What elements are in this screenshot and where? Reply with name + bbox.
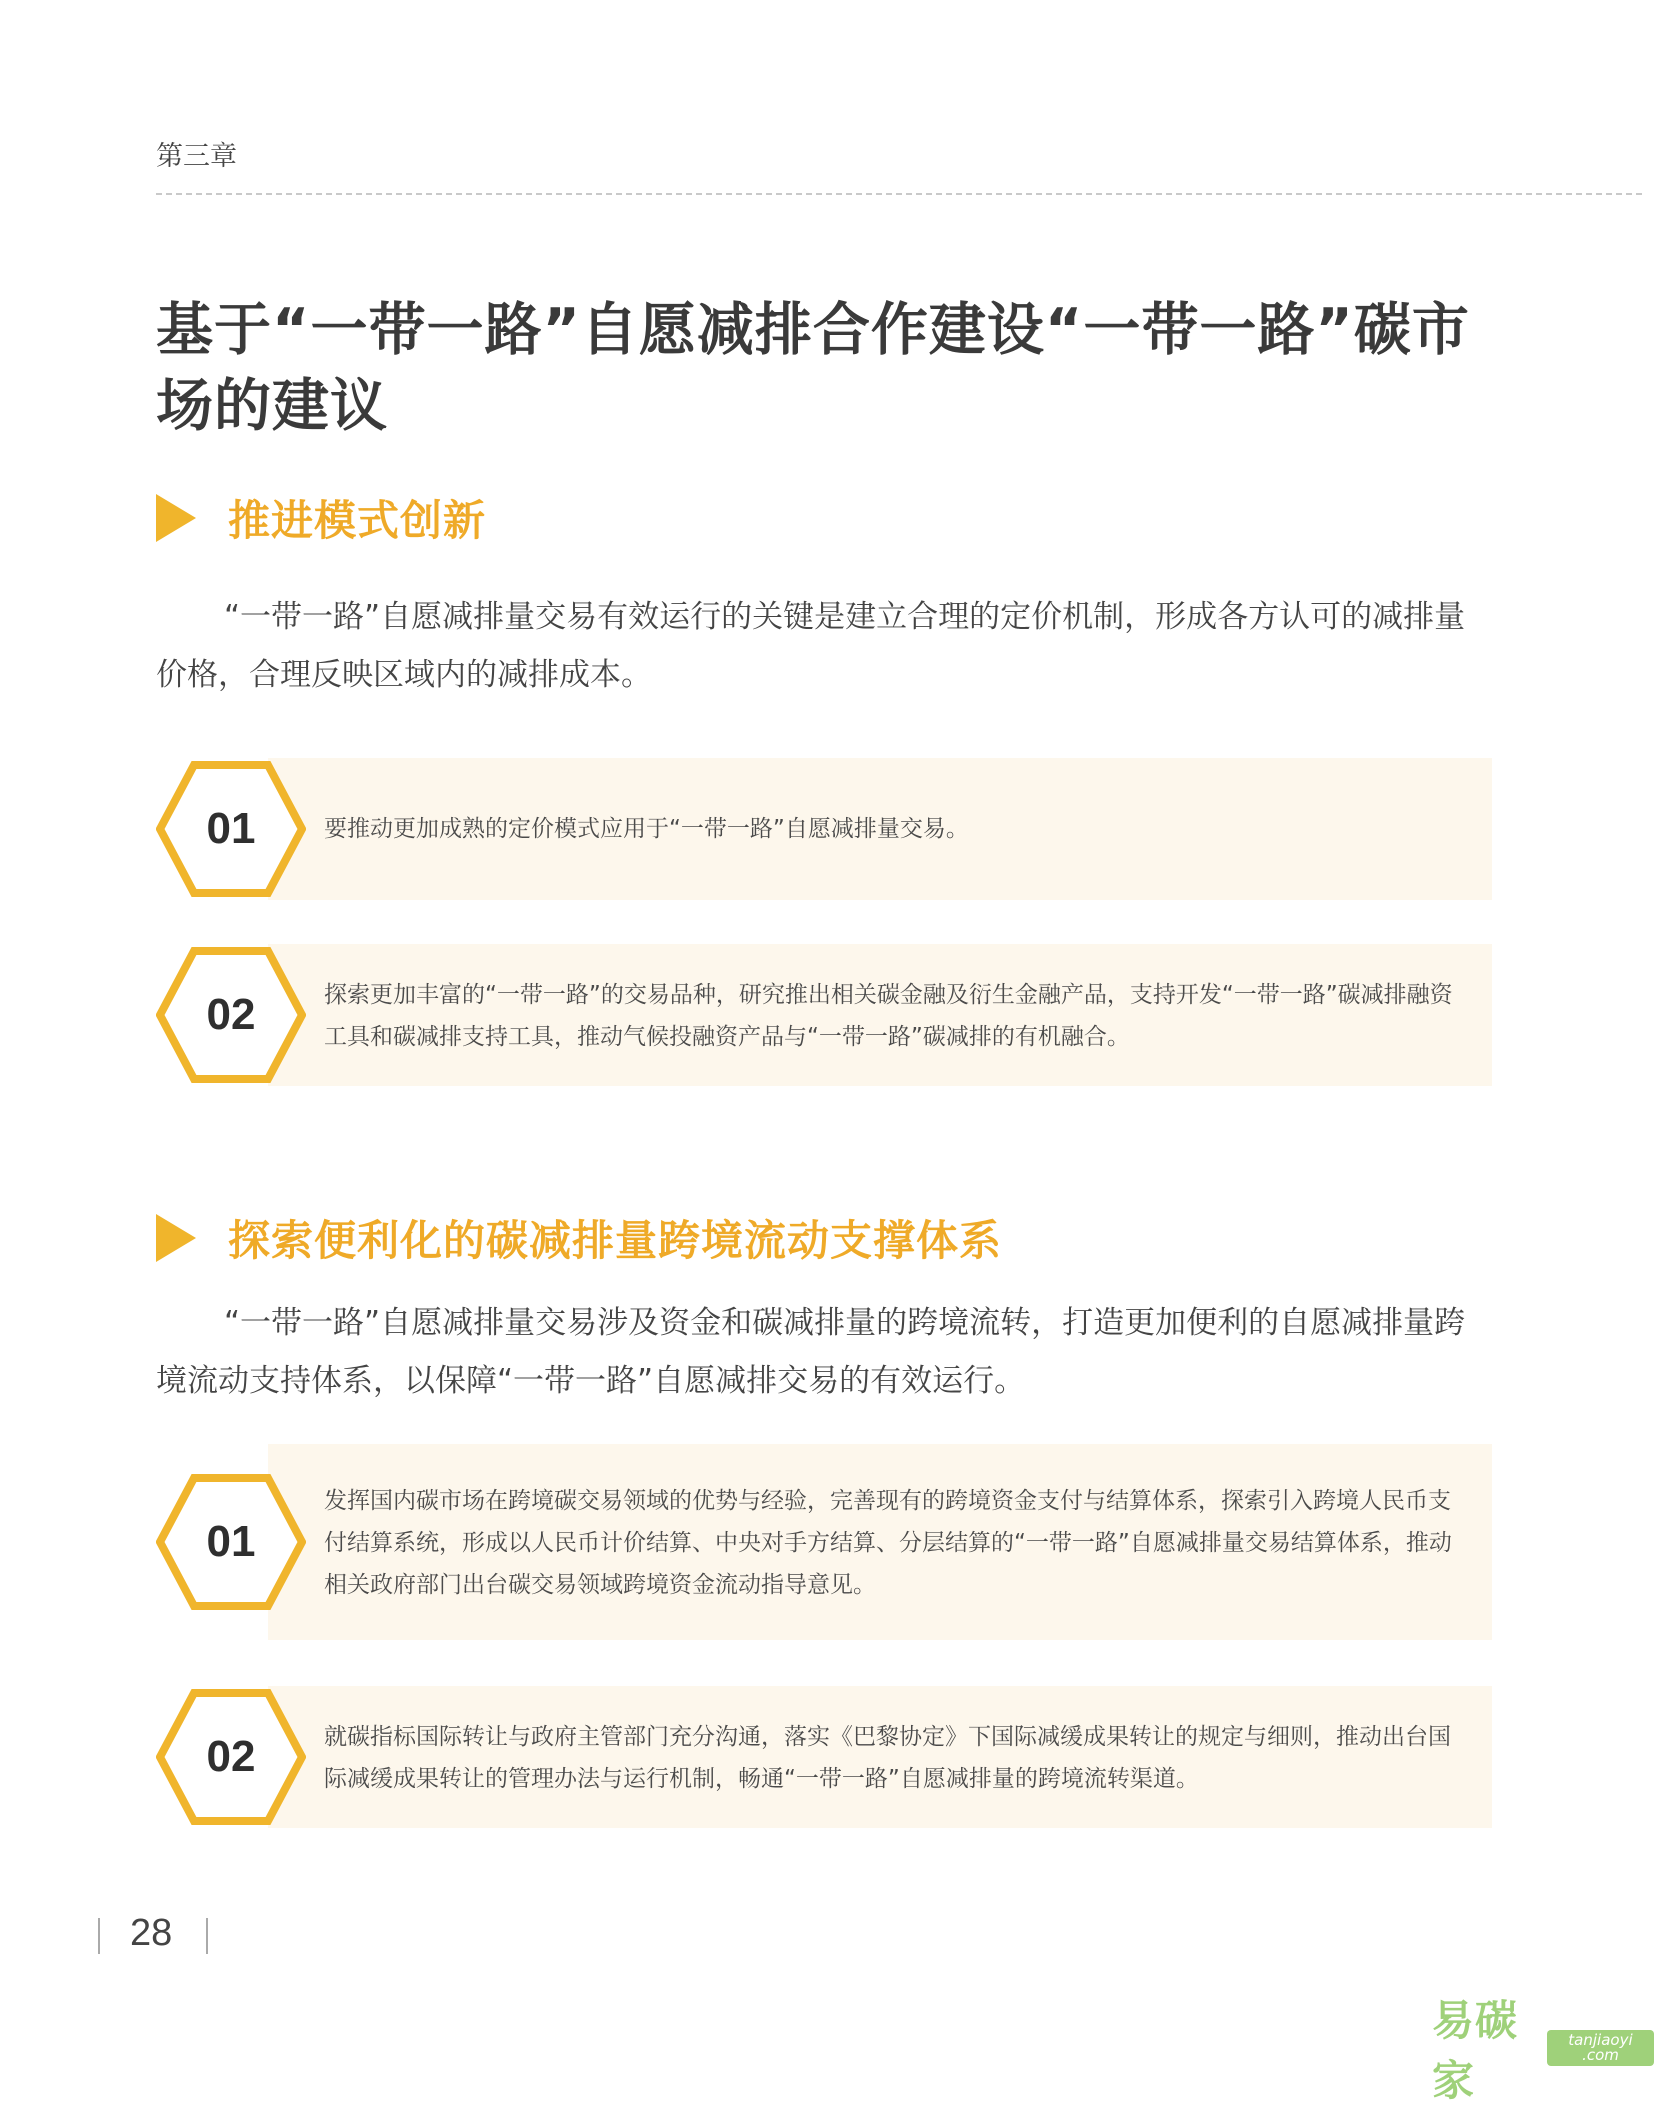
item-text: 就碳指标国际转让与政府主管部门充分沟通，落实《巴黎协定》下国际减缓成果转让的规定与细则，推动出台国际减缓成果转让的管理办法与运行机制，畅通“一带一路”自愿减排量的跨境流转渠道。 <box>324 1724 1451 1792</box>
item-card <box>156 1444 1492 1640</box>
item-text: 探索更加丰富的“一带一路”的交易品种，研究推出相关碳金融及衍生金融产品，支持开发“一带一路”碳减排融资工具和碳减排支持工具，推动气候投融资产品与“一带一路”碳减排的有机融合。 <box>324 982 1453 1050</box>
triangle-bullet-icon <box>156 1214 196 1262</box>
item-number: 02 <box>206 1732 256 1781</box>
section-heading-1 <box>156 488 486 548</box>
watermark-domain: tanjiaoyi .com <box>1547 2030 1654 2066</box>
page-title: 基于“一带一路”自愿减排合作建设“一带一路”碳市场的建议 <box>156 297 1470 439</box>
footer-divider <box>206 1918 208 1954</box>
section-heading-text: 探索便利化的碳减排量跨境流动支撑体系 <box>228 1216 1003 1265</box>
section-heading-text: 推进模式创新 <box>228 496 487 545</box>
item-text: 要推动更加成熟的定价模式应用于“一带一路”自愿减排量交易。 <box>324 816 969 842</box>
footer-divider <box>98 1918 100 1954</box>
item-card <box>156 944 1492 1086</box>
item-card <box>156 758 1492 900</box>
item-number: 02 <box>206 990 256 1039</box>
watermark-logo <box>1432 1988 1654 2108</box>
page-number: 28 <box>130 1912 173 1954</box>
item-number: 01 <box>206 804 256 853</box>
section-paragraph-1: “一带一路”自愿减排量交易有效运行的关键是建立合理的定价机制，形成各方认可的减排量价格，合理反映区域内的减排成本。 <box>156 599 1466 693</box>
section-heading-2 <box>156 1208 1002 1268</box>
chapter-label: 第三章 <box>156 141 237 172</box>
watermark-name: 易碳家 <box>1432 1996 1519 2105</box>
header-divider <box>156 193 1642 195</box>
triangle-bullet-icon <box>156 494 196 542</box>
item-card <box>156 1686 1492 1828</box>
item-text: 发挥国内碳市场在跨境碳交易领域的优势与经验，完善现有的跨境资金支付与结算体系，探索引入跨境人民币支付结算系统，形成以人民币计价结算、中央对手方结算、分层结算的“一带一路”自愿减排量交易结算体系，推动相关政府部门出台碳交易领域跨境资金流动指导意见。 <box>324 1488 1452 1598</box>
section-paragraph-2: “一带一路”自愿减排量交易涉及资金和碳减排量的跨境流转，打造更加便利的自愿减排量跨境流动支持体系，以保障“一带一路”自愿减排交易的有效运行。 <box>156 1305 1466 1399</box>
item-number: 01 <box>206 1517 256 1566</box>
